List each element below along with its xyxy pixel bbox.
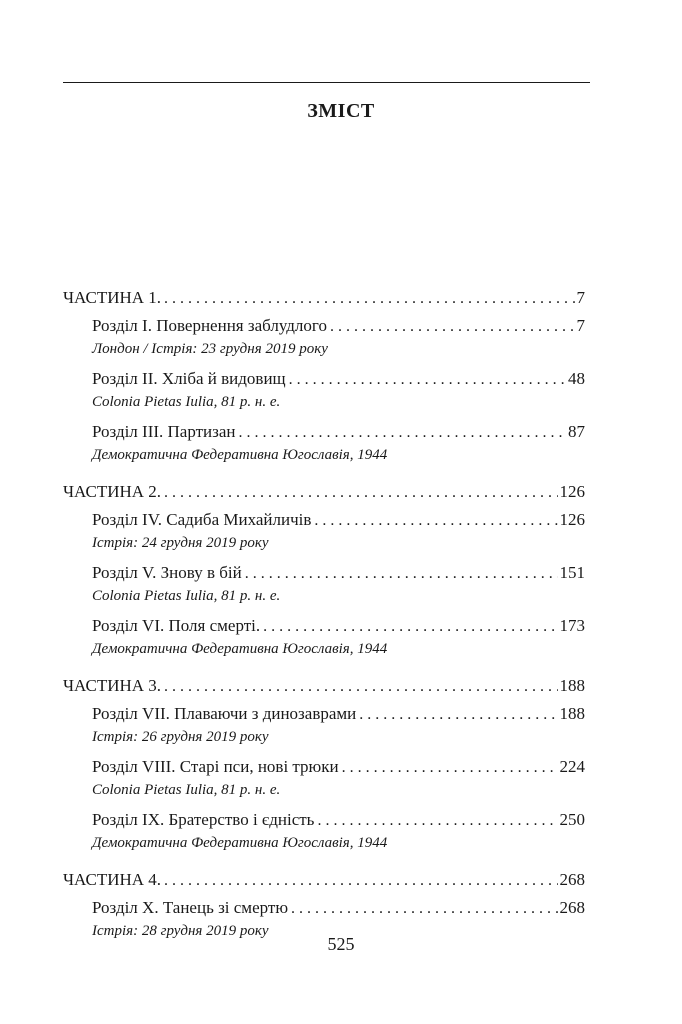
chapter-title: Розділ IX. Братерство і єдність (92, 810, 315, 829)
toc-part-entry[interactable] (63, 480, 585, 504)
toc-part (63, 674, 585, 854)
toc-part (63, 480, 585, 660)
dot-leader (359, 703, 557, 726)
chapter-page: 250 (559, 810, 585, 829)
dot-leader (314, 509, 557, 532)
part-label: ЧАСТИНА 2. (63, 482, 162, 501)
header-rule (63, 82, 590, 83)
toc-part (63, 868, 585, 942)
dot-leader (317, 809, 557, 832)
toc-chapter[interactable] (92, 755, 585, 801)
chapter-title: Розділ І. Повернення заблудлого (92, 316, 327, 335)
chapter-title: Розділ V. Знову в бій (92, 563, 242, 582)
table-of-contents (63, 286, 585, 945)
part-page: 188 (559, 676, 585, 695)
chapter-title: Розділ X. Танець зі смертю (92, 898, 289, 917)
dot-leader (239, 421, 566, 444)
chapter-page: 7 (576, 316, 585, 335)
toc-chapter[interactable] (92, 367, 585, 413)
dot-leader (263, 615, 557, 638)
chapter-title: Розділ ІІ. Хліба й видовищ (92, 369, 286, 388)
chapter-page: 87 (568, 422, 585, 441)
chapter-subtitle: Істрія: 28 грудня 2019 року (92, 923, 269, 939)
toc-part-entry[interactable] (63, 286, 585, 310)
toc-chapter[interactable] (92, 314, 585, 360)
chapter-subtitle: Істрія: 24 грудня 2019 року (92, 535, 269, 551)
toc-part-entry[interactable] (63, 674, 585, 698)
chapter-title: Розділ VI. Поля смерті. (92, 616, 261, 635)
dot-leader (330, 315, 575, 338)
toc-part (63, 286, 585, 466)
chapter-page: 48 (568, 369, 585, 388)
part-page: 268 (559, 870, 585, 889)
chapter-page: 224 (559, 757, 585, 776)
chapter-page: 151 (559, 563, 585, 582)
dot-leader (164, 869, 557, 892)
chapter-page: 173 (559, 616, 585, 635)
chapter-subtitle: Демократична Федеративна Югославія, 1944 (92, 835, 388, 851)
part-page: 126 (559, 482, 585, 501)
chapter-subtitle: Демократична Федеративна Югославія, 1944 (92, 641, 388, 657)
chapter-subtitle: Лондон / Істрія: 23 грудня 2019 року (92, 341, 328, 357)
chapter-page: 126 (559, 510, 585, 529)
toc-chapter[interactable] (92, 808, 585, 854)
toc-chapter[interactable] (92, 614, 585, 660)
toc-chapter[interactable] (92, 561, 585, 607)
dot-leader (164, 675, 557, 698)
part-label: ЧАСТИНА 3. (63, 676, 162, 695)
page-number: 525 (327, 934, 355, 954)
part-page: 7 (576, 288, 585, 307)
dot-leader (164, 287, 574, 310)
chapter-page: 188 (559, 704, 585, 723)
page-title: ЗМІСТ (307, 100, 375, 122)
chapter-page: 268 (559, 898, 585, 917)
chapter-title: Розділ ІІІ. Партизан (92, 422, 236, 441)
chapter-title: Розділ VII. Плаваючи з динозаврами (92, 704, 357, 723)
toc-chapter[interactable] (92, 420, 585, 466)
chapter-subtitle: Демократична Федеративна Югославія, 1944 (92, 447, 388, 463)
chapter-subtitle: Colonia Pietas Iulia, 81 р. н. е. (92, 588, 281, 604)
dot-leader (342, 756, 558, 779)
chapter-subtitle: Colonia Pietas Iulia, 81 р. н. е. (92, 782, 281, 798)
part-label: ЧАСТИНА 1. (63, 288, 162, 307)
dot-leader (164, 481, 557, 504)
chapter-subtitle: Істрія: 26 грудня 2019 року (92, 729, 269, 745)
chapter-title: Розділ VIII. Старі пси, нові трюки (92, 757, 339, 776)
toc-chapter[interactable] (92, 508, 585, 554)
part-label: ЧАСТИНА 4. (63, 870, 162, 889)
dot-leader (245, 562, 558, 585)
dot-leader (289, 368, 566, 391)
dot-leader (291, 897, 557, 920)
toc-chapter[interactable] (92, 702, 585, 748)
chapter-subtitle: Colonia Pietas Iulia, 81 р. н. е. (92, 394, 281, 410)
chapter-title: Розділ IV. Садиба Михайличів (92, 510, 312, 529)
toc-part-entry[interactable] (63, 868, 585, 892)
